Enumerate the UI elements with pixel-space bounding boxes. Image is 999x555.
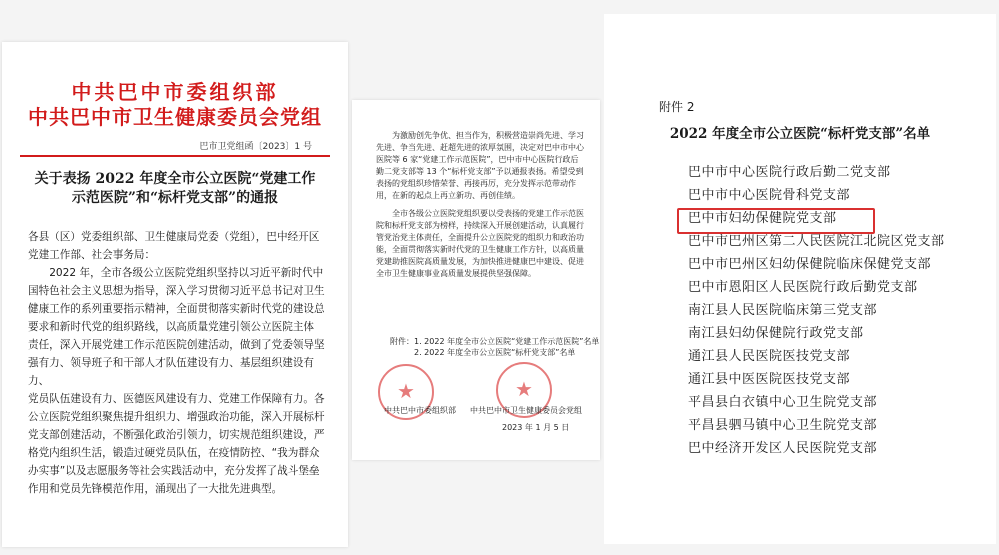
body-line: 强有力、领导班子和干部人才队伍建设有力、基层组织建设有力、	[28, 357, 315, 387]
highlight-box	[677, 208, 875, 234]
attachment-item: 2. 2022 年度全市公立医院“标杆党支部”名单	[414, 348, 576, 357]
attachment-label: 附件：	[390, 337, 414, 346]
body-line: 要求和新时代党的组织路线，以高质量党建引领公立医院主体	[28, 321, 315, 333]
body-line: 党员队伍建设有力、医德医风建设有力、党建工作保障有力。各	[28, 393, 325, 405]
list-item: 巴中市中心医院骨科党支部	[688, 188, 851, 203]
notice-title	[2, 170, 348, 208]
body-line: 责任，深入开展党建工作示范医院创建活动，做到了党委领导坚	[28, 339, 325, 351]
notice-title-line: 示范医院”和“标杆党支部”的通报	[71, 190, 279, 206]
signer-organization: 中共巴中市委组织部	[384, 406, 456, 415]
issue-date: 2023 年 1 月 5 日	[502, 423, 570, 432]
issuer-header-1: 中共巴中市委组织部	[71, 80, 279, 104]
body-line: 党支部创建活动，不断强化政治引领力，切实规范组织建设，严	[28, 429, 325, 441]
list-item: 巴中市巴州区第二人民医院江北院区党支部	[688, 234, 945, 249]
attachment-list	[390, 336, 600, 358]
list-item: 通江县中医医院医技党支部	[688, 372, 851, 387]
body-line: 健康工作的系列重要指示精神，全面贯彻落实新时代党的建设总	[28, 303, 325, 315]
attachment-number: 附件 2	[659, 100, 695, 114]
attachment-title: 2022 年度全市公立医院“标杆党支部”名单	[669, 126, 931, 142]
paragraph: 全市各级公立医院党组织要以受表扬的党建工作示范医院和标杆党支部为榜样，持续深入开展创建活动，认真履行管党治党主体责任，全面提升公立医院党的组织力和政治功能，全面贯彻落实新时代党的卫生健康工作方针，以高质量党建助推医院高质量发展，为加快推进健康巴中建设、促进全市卫生健康事业高质量发展提供坚强保障。	[376, 209, 584, 278]
body-line: 公立医院党组织聚焦提升组织力、增强政治功能，深入开展标杆	[28, 411, 325, 423]
notice-title-line: 关于表扬 2022 年度全市公立医院“党建工作	[34, 171, 316, 187]
list-item: 平昌县驷马镇中心卫生院党支部	[688, 418, 878, 433]
body-line: 国特色社会主义思想为指导，深入学习贯彻习近平总书记对卫生	[28, 285, 325, 297]
list-item: 平昌县白衣镇中心卫生院党支部	[688, 395, 878, 410]
attachment-page	[604, 14, 996, 544]
issuer-header-2: 中共巴中市卫生健康委员会党组	[28, 105, 322, 129]
star-icon: ★	[397, 379, 415, 403]
document-number: 巴市卫党组函〔2023〕1 号	[199, 142, 312, 152]
page2-body	[376, 130, 586, 286]
body-line: 2022 年，全市各级公立医院党组织坚持以习近平新时代中	[49, 267, 324, 279]
body-line: 格党内组织生活，锻造过硬党员队伍，在疫情防控、“我为群众	[28, 447, 320, 459]
notice-page	[2, 42, 348, 547]
list-item: 巴中经济开发区人民医院党支部	[688, 441, 878, 456]
list-item: 巴中市恩阳区人民医院行政后勤党支部	[688, 280, 918, 295]
notice-page-2	[352, 100, 600, 460]
list-item: 南江县人民医院临床第三党支部	[688, 303, 878, 318]
paragraph: 为激励创先争优、担当作为，积极营造崇尚先进、学习先进、争当先进、赶超先进的浓厚氛围，决定对巴中市中心医院等 6 家“党建工作示范医院”，巴中市中心医院行政后勤二党支部等 13 个“标杆党支部”予以通报表扬。希望受到表扬的党组织珍惜荣誉、再接再厉，充分发挥示范带动作用，在新的起点上再立新功、再创佳绩。	[376, 131, 584, 200]
list-item: 巴中市巴州区妇幼保健院临床保健党支部	[688, 257, 932, 272]
signer-organization: 中共巴中市卫生健康委员会党组	[470, 406, 582, 415]
body-line: 作用和党员先锋模范作用，涌现出了一大批先进典型。	[28, 483, 283, 495]
body-line: 办实事”以及志愿服务等社会实践活动中，充分发挥了战斗堡垒	[28, 465, 320, 477]
list-item: 巴中市中心医院行政后勤二党支部	[688, 165, 891, 180]
list-item: 巴中市妇幼保健院党支部	[688, 211, 837, 226]
red-divider	[20, 155, 330, 157]
salutation-line: 各县（区）党委组织部、卫生健康局党委（党组），巴中经开区	[28, 231, 320, 243]
attachment-item: 1. 2022 年度全市公立医院“党建工作示范医院”名单	[414, 337, 600, 346]
list-item: 南江县妇幼保健院行政党支部	[688, 326, 864, 341]
list-item: 通江县人民医院医技党支部	[688, 349, 851, 364]
branch-list	[688, 161, 945, 460]
salutation-line: 党建工作部、社会事务局：	[28, 249, 156, 261]
notice-body	[28, 228, 328, 498]
star-icon: ★	[515, 377, 533, 401]
